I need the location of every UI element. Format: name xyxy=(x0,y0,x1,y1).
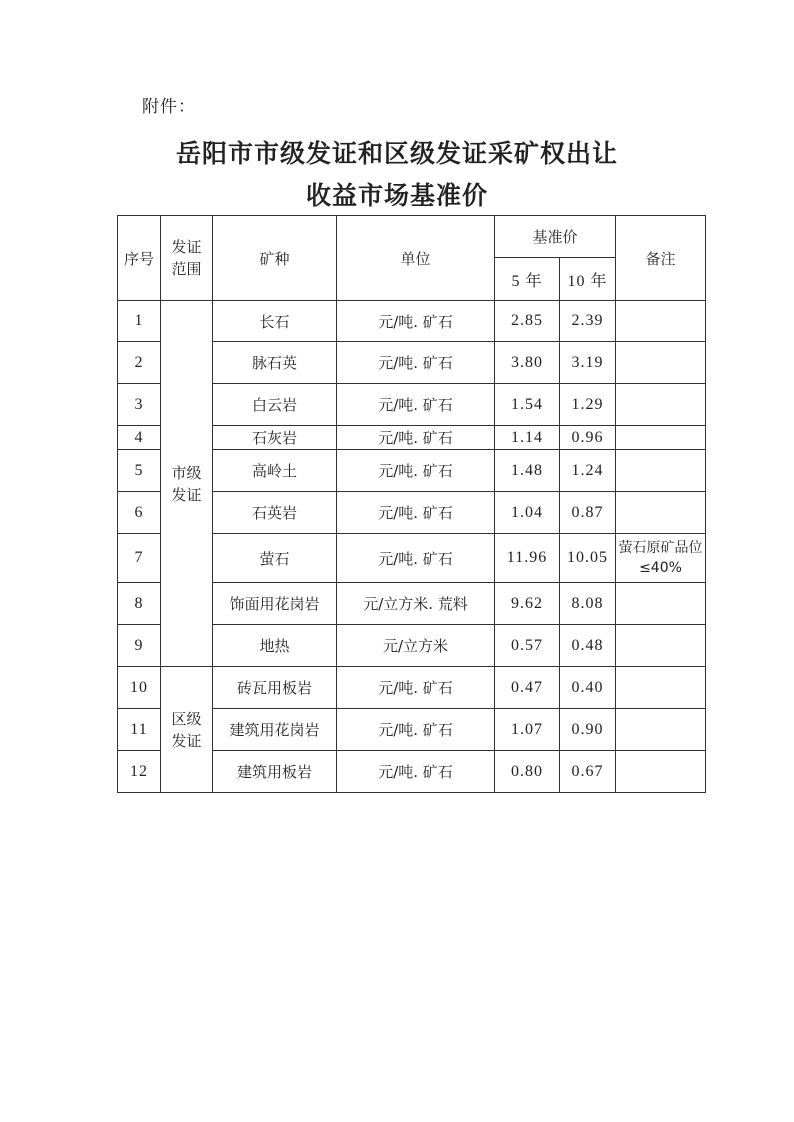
row-ten-year: 8.08 xyxy=(560,583,616,625)
row-index: 5 xyxy=(118,450,161,492)
header-price: 基准价 xyxy=(495,216,616,258)
header-index: 序号 xyxy=(118,216,161,301)
header-five-year: 5 年 xyxy=(495,258,560,301)
row-remark xyxy=(616,426,706,450)
row-unit: 元/吨. 矿石 xyxy=(337,450,495,492)
row-index: 10 xyxy=(118,667,161,709)
table-row xyxy=(118,301,706,342)
page-subtitle: 收益市场基准价 xyxy=(305,181,488,210)
price-table xyxy=(117,215,706,793)
scope-city xyxy=(161,301,213,667)
table-row xyxy=(118,667,706,709)
row-mineral: 建筑用板岩 xyxy=(213,751,337,793)
row-unit: 元/吨. 矿石 xyxy=(337,709,495,751)
attachment-label: 附件： xyxy=(142,97,196,117)
row-index: 3 xyxy=(118,384,161,426)
row-unit: 元/立方米. 荒料 xyxy=(337,583,495,625)
row-mineral: 石英岩 xyxy=(213,492,337,534)
row-ten-year: 2.39 xyxy=(560,301,616,342)
row-mineral: 地热 xyxy=(213,625,337,667)
row-mineral: 砖瓦用板岩 xyxy=(213,667,337,709)
row-remark xyxy=(616,492,706,534)
row-remark xyxy=(616,751,706,793)
row-ten-year: 0.40 xyxy=(560,667,616,709)
row-mineral: 长石 xyxy=(213,301,337,342)
row-ten-year: 0.90 xyxy=(560,709,616,751)
header-remark: 备注 xyxy=(616,216,706,301)
row-index: 11 xyxy=(118,709,161,751)
row-five-year: 1.14 xyxy=(495,426,560,450)
row-five-year: 9.62 xyxy=(495,583,560,625)
row-five-year: 1.04 xyxy=(495,492,560,534)
row-index: 6 xyxy=(118,492,161,534)
row-mineral: 石灰岩 xyxy=(213,426,337,450)
row-mineral: 白云岩 xyxy=(213,384,337,426)
row-unit: 元/吨. 矿石 xyxy=(337,667,495,709)
row-unit: 元/吨. 矿石 xyxy=(337,301,495,342)
header-row xyxy=(118,216,706,258)
row-five-year: 0.57 xyxy=(495,625,560,667)
row-unit: 元/吨. 矿石 xyxy=(337,492,495,534)
row-unit: 元/吨. 矿石 xyxy=(337,534,495,583)
row-five-year: 1.07 xyxy=(495,709,560,751)
row-five-year: 0.47 xyxy=(495,667,560,709)
row-index: 9 xyxy=(118,625,161,667)
header-ten-year: 10 年 xyxy=(560,258,616,301)
row-unit: 元/吨. 矿石 xyxy=(337,342,495,384)
row-unit: 元/吨. 矿石 xyxy=(337,751,495,793)
page-title: 岳阳市市级发证和区级发证采矿权出让 xyxy=(175,139,618,168)
row-five-year: 1.48 xyxy=(495,450,560,492)
scope-city-line1: 市级 xyxy=(171,463,202,482)
row-ten-year: 10.05 xyxy=(560,534,616,583)
row-remark xyxy=(616,709,706,751)
row-index: 8 xyxy=(118,583,161,625)
row-mineral: 饰面用花岗岩 xyxy=(213,583,337,625)
row-index: 1 xyxy=(118,301,161,342)
row-remark: 萤石原矿品位≤40% xyxy=(616,534,706,583)
row-five-year: 3.80 xyxy=(495,342,560,384)
row-ten-year: 0.96 xyxy=(560,426,616,450)
header-scope xyxy=(161,216,213,301)
row-index: 2 xyxy=(118,342,161,384)
row-ten-year: 0.87 xyxy=(560,492,616,534)
row-remark xyxy=(616,384,706,426)
row-index: 7 xyxy=(118,534,161,583)
row-unit: 元/吨. 矿石 xyxy=(337,426,495,450)
scope-city-line2: 发证 xyxy=(171,485,202,504)
row-ten-year: 0.48 xyxy=(560,625,616,667)
row-unit: 元/立方米 xyxy=(337,625,495,667)
row-five-year: 2.85 xyxy=(495,301,560,342)
header-mineral: 矿种 xyxy=(213,216,337,301)
row-mineral: 高岭土 xyxy=(213,450,337,492)
scope-district-line2: 发证 xyxy=(171,731,202,750)
scope-district-line1: 区级 xyxy=(171,709,202,728)
row-remark xyxy=(616,667,706,709)
row-index: 4 xyxy=(118,426,161,450)
header-scope-line2: 范围 xyxy=(171,260,202,278)
row-mineral: 建筑用花岗岩 xyxy=(213,709,337,751)
row-remark xyxy=(616,583,706,625)
header-unit: 单位 xyxy=(337,216,495,301)
row-five-year: 11.96 xyxy=(495,534,560,583)
header-scope-line1: 发证 xyxy=(171,238,202,256)
row-mineral: 脉石英 xyxy=(213,342,337,384)
row-mineral: 萤石 xyxy=(213,534,337,583)
row-ten-year: 3.19 xyxy=(560,342,616,384)
row-ten-year: 1.24 xyxy=(560,450,616,492)
row-ten-year: 1.29 xyxy=(560,384,616,426)
row-remark xyxy=(616,301,706,342)
row-remark xyxy=(616,450,706,492)
scope-district xyxy=(161,667,213,793)
row-remark xyxy=(616,625,706,667)
row-unit: 元/吨. 矿石 xyxy=(337,384,495,426)
row-five-year: 1.54 xyxy=(495,384,560,426)
row-remark xyxy=(616,342,706,384)
row-ten-year: 0.67 xyxy=(560,751,616,793)
row-index: 12 xyxy=(118,751,161,793)
row-five-year: 0.80 xyxy=(495,751,560,793)
